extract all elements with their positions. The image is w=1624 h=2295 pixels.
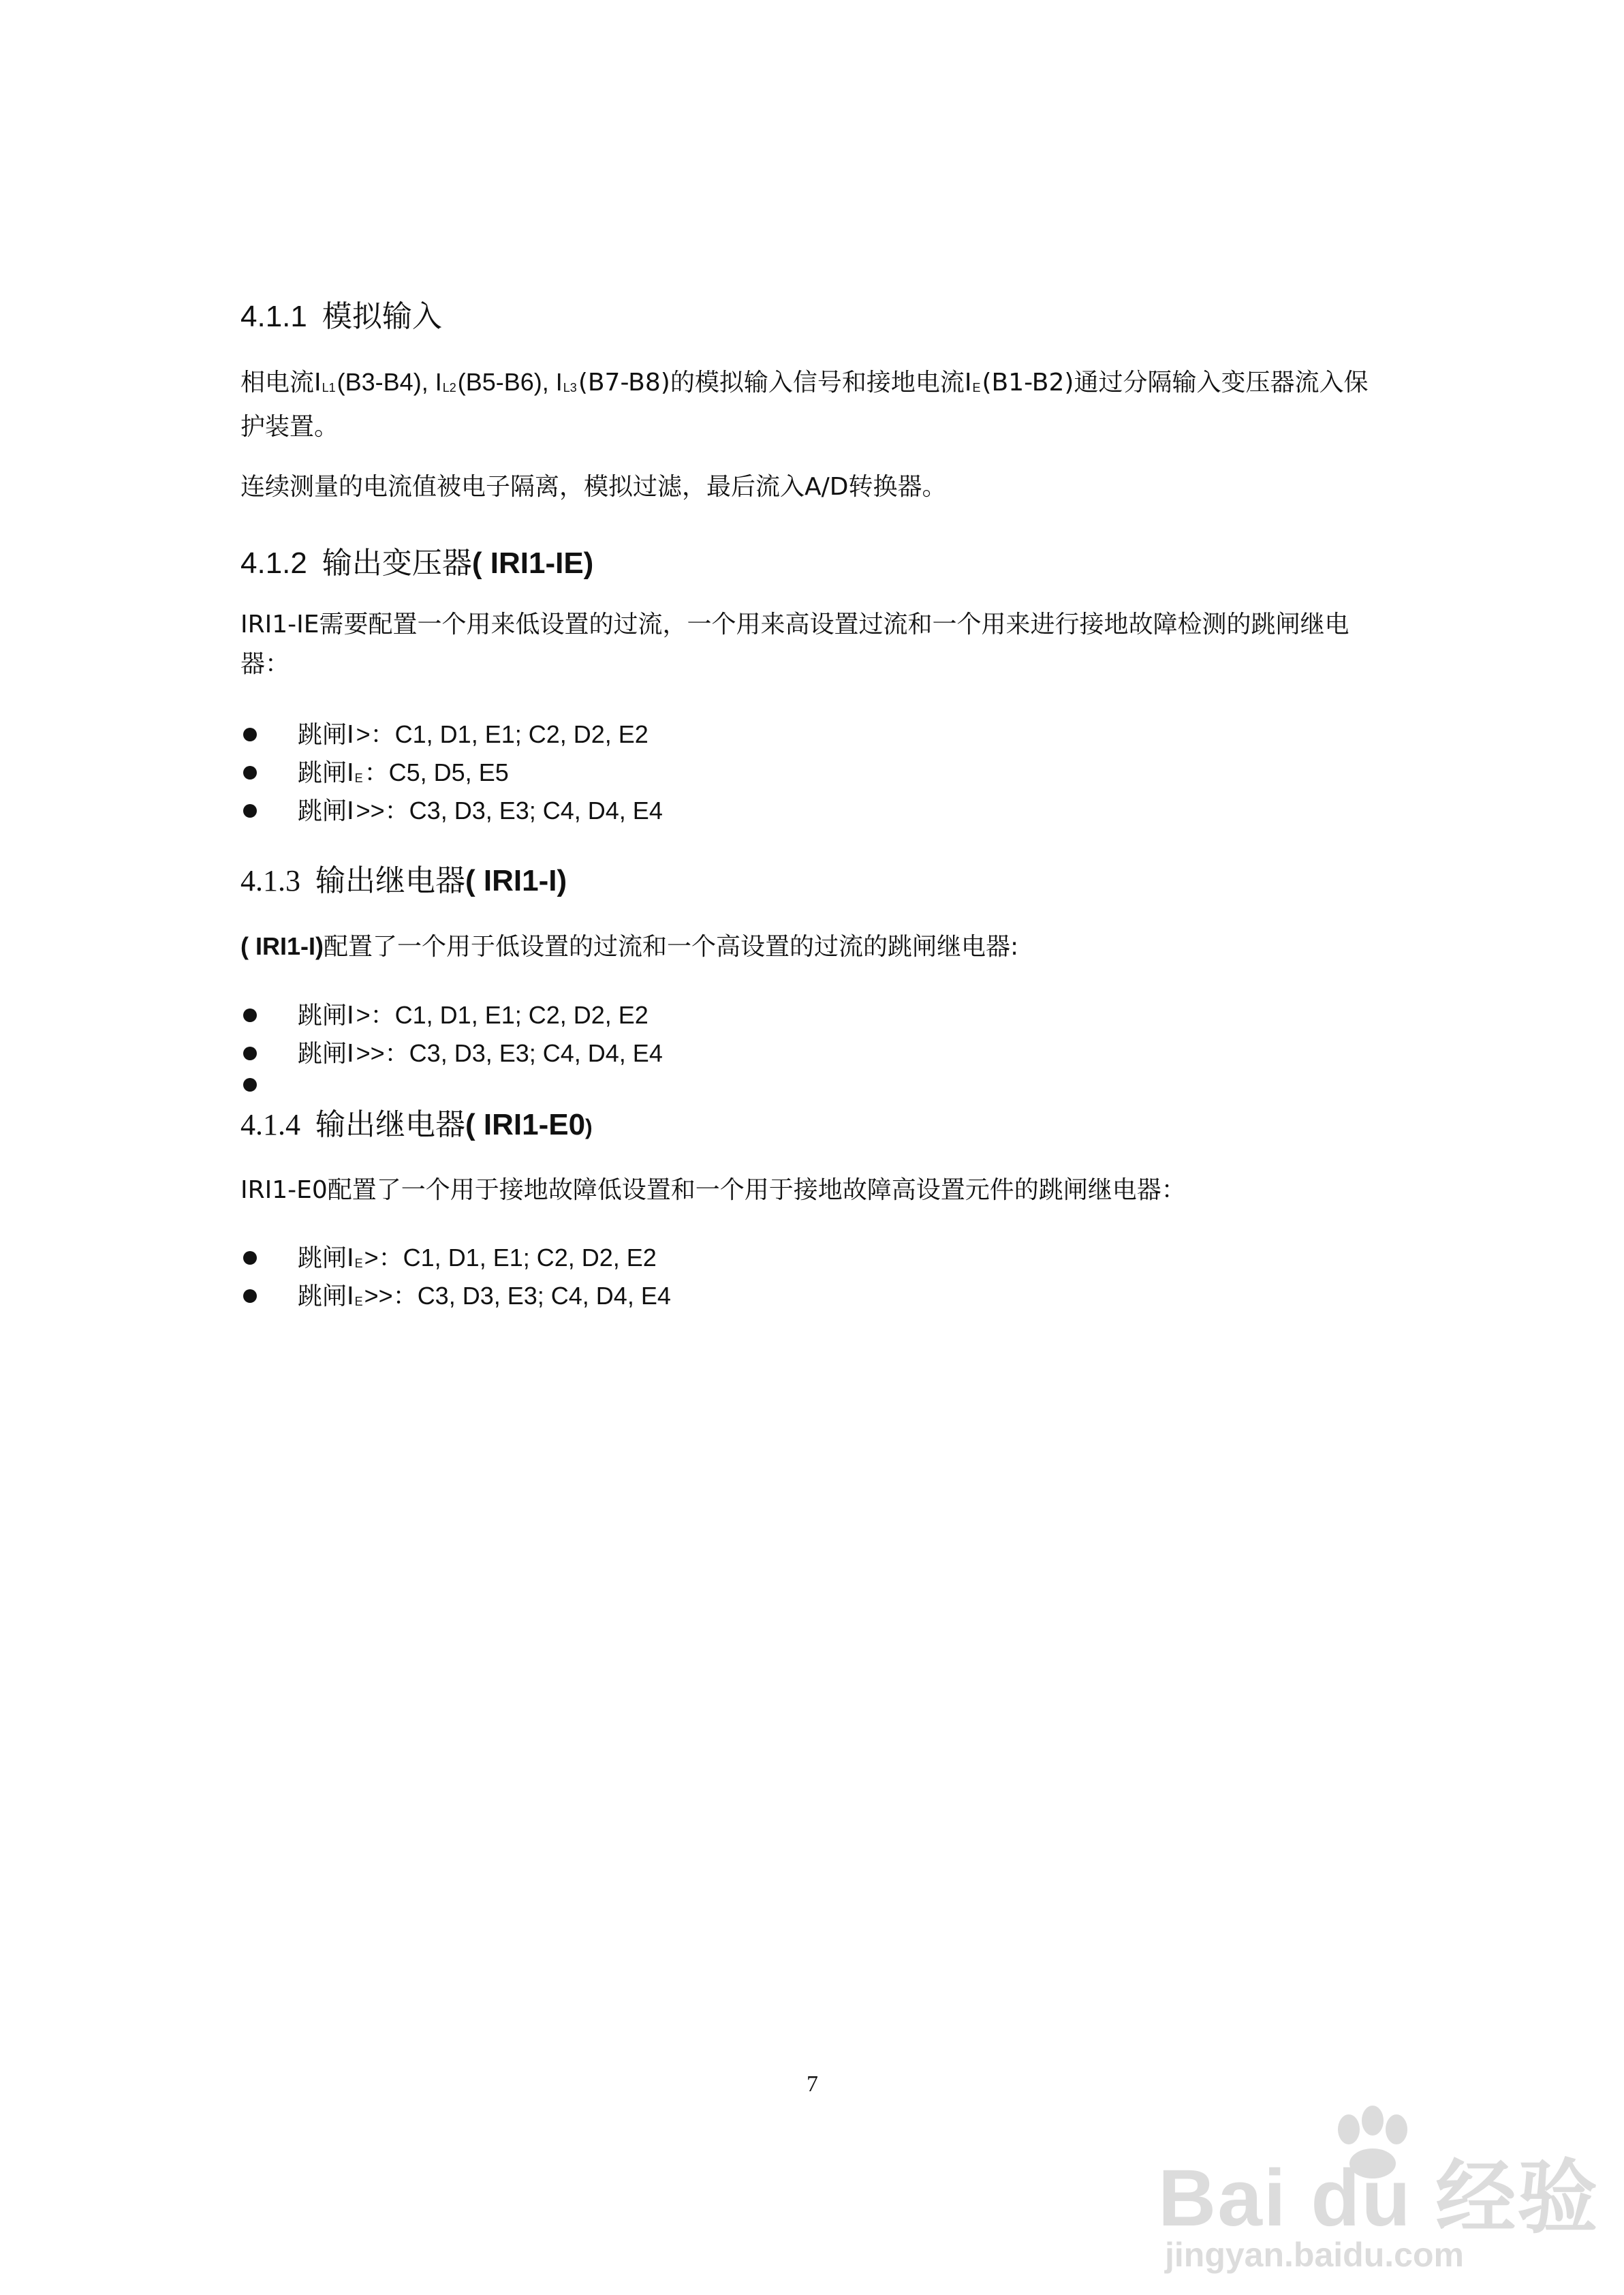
heading-title: 输出变压器	[322, 546, 472, 581]
heading-title: 输出继电器	[315, 863, 465, 898]
heading-code: ( IRI1-IE)	[471, 546, 594, 580]
heading-close: )	[585, 1115, 593, 1139]
list-item	[240, 1277, 671, 1315]
item-text: >>：C3, D3, E3; C4, D4, E4	[356, 1039, 663, 1067]
list-item	[240, 1034, 663, 1073]
baidu-jingyan-watermark	[1158, 2106, 1599, 2274]
heading-number: 4.1.1	[240, 300, 307, 333]
subscript: E	[354, 771, 363, 785]
paragraph-analog-input	[240, 363, 1385, 447]
bullet-dot	[243, 1008, 257, 1022]
item-prefix: 跳闸I	[298, 721, 354, 749]
heading-code: ( IRI1-E0	[465, 1108, 586, 1141]
bullet-dot	[243, 1078, 257, 1092]
heading-title: 输出继电器	[315, 1107, 465, 1142]
item-prefix: 跳闸I	[298, 1244, 354, 1272]
text-run: (B7-B8)的模拟输入信号和接地电流I	[578, 369, 972, 397]
bullet-dot	[243, 1047, 257, 1060]
list-item	[240, 715, 663, 754]
paragraph-measurement: 连续测量的电流值被电子隔离，模拟过滤，最后流入A/D转换器。	[240, 473, 947, 501]
heading-4-1-3	[240, 856, 567, 899]
subscript: L1	[322, 381, 336, 395]
heading-4-1-1	[240, 292, 442, 335]
heading-code: ( IRI1-I)	[465, 864, 567, 897]
heading-number: 4.1.3	[240, 864, 300, 897]
subscript: L2	[442, 381, 456, 395]
bullet-list-iri1-i	[240, 996, 663, 1096]
bullet-dot	[243, 728, 257, 741]
heading-number: 4.1.4	[240, 1108, 300, 1141]
paragraph-code: ( IRI1-I)	[240, 932, 324, 960]
subscript: L3	[563, 381, 577, 395]
heading-4-1-4	[240, 1100, 593, 1143]
list-item	[240, 792, 663, 830]
subscript: E	[354, 1257, 363, 1270]
list-item	[240, 1239, 671, 1277]
list-item	[240, 996, 663, 1034]
item-text: >：C1, D1, E1; C2, D2, E2	[356, 720, 649, 748]
bullet-list-iri1-e0	[240, 1239, 671, 1315]
item-prefix: 跳闸I	[298, 759, 354, 787]
subscript: E	[972, 381, 981, 395]
item-text: ：C5, D5, E5	[364, 758, 509, 786]
paragraph-iri1-ie: IRI1-IE需要配置一个用来低设置的过流，一个用来高设置过流和一个用来进行接地故障检测的跳闸继电器：	[240, 611, 1349, 678]
paragraph-iri1-i	[240, 927, 1385, 967]
text-run: (B5-B6), I	[457, 368, 563, 396]
bullet-dot	[243, 766, 257, 780]
item-prefix: 跳闸I	[298, 1040, 354, 1068]
item-text: >：C1, D1, E1; C2, D2, E2	[364, 1244, 657, 1272]
item-prefix: 跳闸I	[298, 1002, 354, 1030]
list-item	[240, 754, 663, 792]
list-item-empty	[240, 1073, 663, 1096]
bullet-dot	[243, 1289, 257, 1303]
heading-title: 模拟输入	[322, 299, 442, 334]
heading-number: 4.1.2	[240, 546, 307, 580]
item-text: >>：C3, D3, E3; C4, D4, E4	[356, 797, 663, 825]
bullet-dot	[243, 804, 257, 818]
watermark-url: jingyan.baidu.com	[1165, 2236, 1464, 2274]
page-number: 7	[807, 2071, 818, 2097]
heading-4-1-2	[240, 538, 593, 582]
watermark-logo: Bai du 经验	[1158, 2153, 1599, 2243]
text-run: (B3-B4), I	[337, 368, 442, 396]
text-run: 相电流I	[240, 369, 322, 397]
item-text: >：C1, D1, E1; C2, D2, E2	[356, 1001, 649, 1029]
item-prefix: 跳闸I	[298, 1282, 354, 1310]
subscript: E	[354, 1295, 363, 1308]
item-prefix: 跳闸I	[298, 797, 354, 825]
paragraph-iri1-e0: IRI1-E0配置了一个用于接地故障低设置和一个用于接地故障高设置元件的跳闸继电器：	[240, 1176, 1186, 1204]
bullet-list-iri1-ie	[240, 715, 663, 830]
bullet-dot	[243, 1251, 257, 1265]
item-text: >>：C3, D3, E3; C4, D4, E4	[364, 1282, 671, 1310]
text-run: (B1-B2)通过分隔输入变压器流入保护装置。	[240, 369, 1369, 441]
paragraph-text: 配置了一个用于低设置的过流和一个高设置的过流的跳闸继电器:	[324, 933, 1019, 961]
